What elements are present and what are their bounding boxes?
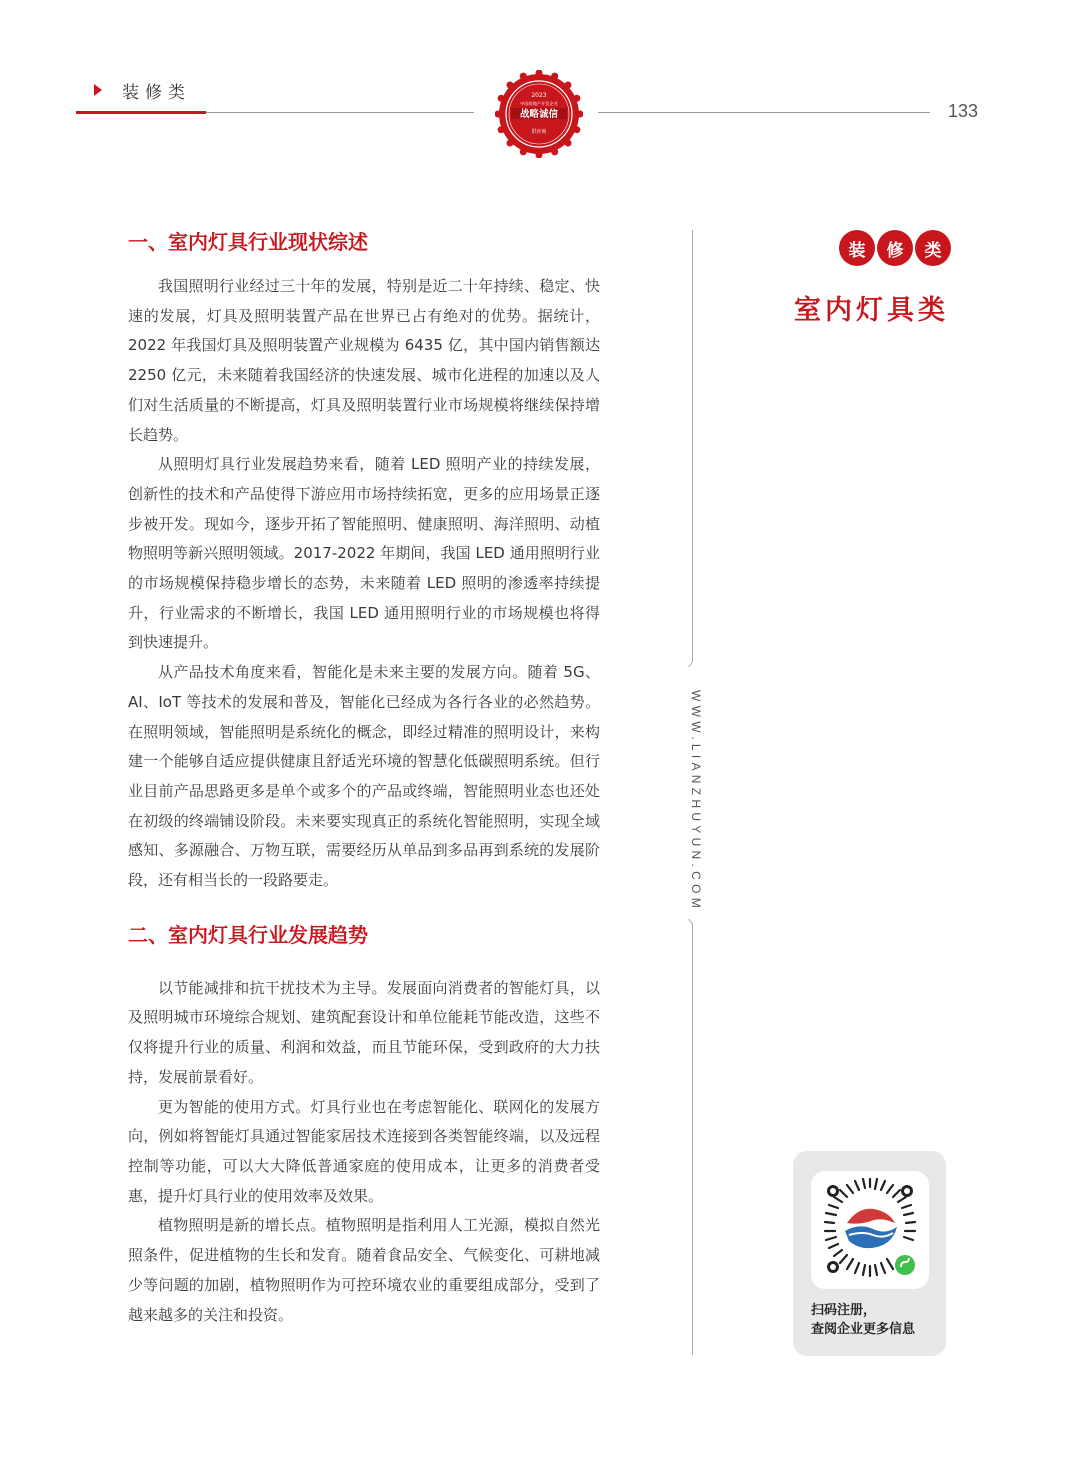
qr-card bbox=[793, 1151, 946, 1356]
main-content bbox=[128, 226, 600, 1330]
paragraph: 植物照明是新的增长点。植物照明是指利用人工光源，模拟自然光照条件，促进植物的生长和发育。随着食品安全、气候变化、可耕地减少等问题的加剧，植物照明作为可控环境农业的重要组成部分，受到了越来越多的关注和投资。 bbox=[128, 1216, 600, 1324]
category-badge-char: 修 bbox=[877, 230, 913, 266]
divider-line-bottom bbox=[692, 930, 693, 1355]
paragraph: 从照明灯具行业发展趋势来看，随着 LED 照明产业的持续发展，创新性的技术和产品使得下游应用市场持续拓宽，更多的应用场景正逐步被开发。现如今，逐步开拓了智能照明、健康照明、海洋照明、动植物照明等新兴照明领域。2017-2022 年期间，我国 LED 通用照明行业的市场规模保持稳步增长的态势，未来随着 LED 照明的渗透率持续提升，行业需求的不断增长，我国 LED 通用照明行业的市场规模也将得到快速提升。 bbox=[128, 455, 600, 652]
header-rule-right bbox=[598, 112, 930, 113]
category-title: 室内灯具类 bbox=[794, 295, 949, 326]
qr-caption bbox=[811, 1301, 915, 1339]
qr-caption-line1: 扫码注册， bbox=[811, 1303, 877, 1318]
website-url: WWW.LIANZHUYUN.COM bbox=[689, 690, 703, 913]
qr-caption-line2: 查阅企业更多信息 bbox=[811, 1322, 916, 1337]
header-arrow-icon bbox=[94, 84, 102, 96]
seal-sub: 供应商 bbox=[531, 129, 547, 135]
page-number: 133 bbox=[948, 101, 979, 121]
header-rule-left bbox=[206, 112, 474, 113]
category-badge-char: 类 bbox=[915, 230, 951, 266]
divider-line-top bbox=[692, 230, 693, 660]
divider-cap-bottom bbox=[688, 918, 694, 930]
paragraph: 更为智能的使用方式。灯具行业也在考虑智能化、联网化的发展方向，例如将智能灯具通过智能家居技术连接到各类智能终端，以及远程控制等功能，可以大大降低普通家庭的使用成本，让更多的消费者受惠，提升灯具行业的使用效率及效果。 bbox=[128, 1097, 600, 1205]
paragraph: 以节能减排和抗干扰技术为主导。发展面向消费者的智能灯具，以及照明城市环境综合规划、建筑配套设计和单位能耗节能改造，这些不仅将提升行业的质量、利润和效益，而且节能环保，受到政府的大力扶持，发展前景看好。 bbox=[128, 978, 600, 1086]
paragraph: 从产品技术角度来看，智能化是未来主要的发展方向。随着 5G、AI、IoT 等技术的发展和普及，智能化已经成为各行各业的必然趋势。在照明领域，智能照明是系统化的概念，即经过精准的照明设计，来构建一个能够自适应提供健康且舒适光环境的智慧化低碳照明系统。但行业目前产品思路更多是单个或多个的产品或终端，智能照明业态也还处在初级的终端铺设阶段。未来要实现真正的系统化智能照明，实现全域感知、多源融合、万物互联，需要经历从单品到多品再到系统的发展阶段，还有相当长的一段路要走。 bbox=[128, 663, 600, 890]
seal-org: 中国房地产开发企业 bbox=[520, 101, 558, 106]
seal-logo bbox=[495, 70, 583, 158]
divider-cap-top bbox=[688, 656, 694, 668]
category-badge-char: 装 bbox=[839, 230, 875, 266]
paragraph: 我国照明行业经过三十年的发展，特别是近二十年持续、稳定、快速的发展，灯具及照明装置产品在世界已占有绝对的优势。据统计，2022 年我国灯具及照明装置产业规模为 6435 亿，其中国内销售额达 2250 亿元，未来随着我国经济的快速发展、城市化进程的加速以及人们对生活质量的不断提高，灯具及照明装置行业市场规模将继续保持增长趋势。 bbox=[128, 277, 600, 444]
qr-code[interactable] bbox=[811, 1171, 929, 1289]
header-section-label: 装修类 bbox=[122, 83, 191, 103]
category-badges bbox=[839, 230, 951, 266]
header-accent-line bbox=[76, 111, 206, 114]
seal-main: 战略诚信 bbox=[519, 109, 559, 120]
seal-year: 2023 bbox=[531, 92, 547, 99]
mini-program-code-icon bbox=[811, 1171, 929, 1289]
section-title-1: 一、室内灯具行业现状综述 bbox=[128, 230, 368, 254]
section-title-2: 二、室内灯具行业发展趋势 bbox=[128, 922, 368, 947]
